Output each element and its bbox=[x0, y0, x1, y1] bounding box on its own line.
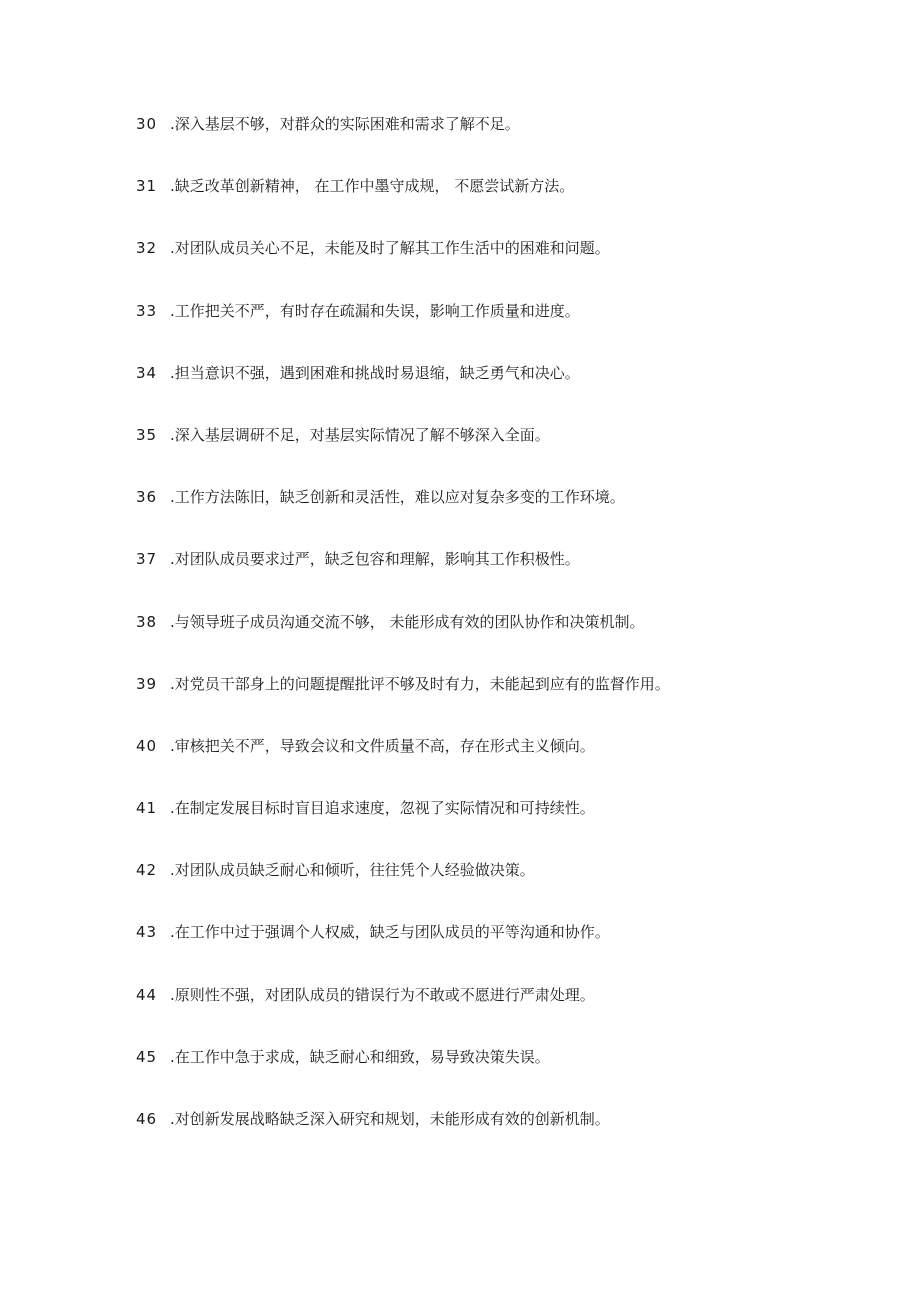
item-number: 39 bbox=[136, 674, 158, 693]
item-text: .深入基层调研不足，对基层实际情况了解不够深入全面。 bbox=[170, 425, 550, 444]
item-text: .对党员干部身上的问题提醒批评不够及时有力，未能起到应有的监督作用。 bbox=[170, 674, 670, 693]
item-text: .原则性不强，对团队成员的错误行为不敢或不愿进行严肃处理。 bbox=[170, 985, 595, 1004]
item-text: .在工作中急于求成，缺乏耐心和细致，易导致决策失误。 bbox=[170, 1047, 550, 1066]
item-text: .工作方法陈旧，缺乏创新和灵活性，难以应对复杂多变的工作环境。 bbox=[170, 488, 625, 507]
list-item bbox=[136, 921, 670, 983]
item-number: 37 bbox=[136, 550, 158, 569]
item-text: .对创新发展战略缺乏深入研究和规划，未能形成有效的创新机制。 bbox=[170, 1110, 610, 1128]
list-item bbox=[136, 113, 670, 175]
item-number: 36 bbox=[136, 488, 158, 507]
item-text: .在工作中过于强调个人权威，缺乏与团队成员的平等沟通和协作。 bbox=[170, 923, 610, 942]
item-number: 40 bbox=[136, 736, 158, 755]
item-number: 33 bbox=[136, 301, 158, 320]
item-number: 30 bbox=[136, 115, 158, 133]
list-item bbox=[136, 300, 670, 362]
item-text: .工作把关不严，有时存在疏漏和失误，影响工作质量和进度。 bbox=[170, 301, 580, 320]
numbered-list bbox=[136, 113, 670, 1170]
item-number: 45 bbox=[136, 1047, 158, 1066]
item-text: .担当意识不强，遇到困难和挑战时易退缩，缺乏勇气和决心。 bbox=[170, 363, 580, 382]
list-item bbox=[136, 611, 670, 673]
item-text: .在制定发展目标时盲目追求速度，忽视了实际情况和可持续性。 bbox=[170, 799, 595, 818]
list-item bbox=[136, 175, 670, 237]
list-item bbox=[136, 984, 670, 1046]
item-text: .深入基层不够，对群众的实际困难和需求了解不足。 bbox=[170, 115, 520, 133]
list-item bbox=[136, 1108, 670, 1170]
item-text: .审核把关不严，导致会议和文件质量不高，存在形式主义倾向。 bbox=[170, 736, 595, 755]
list-item bbox=[136, 797, 670, 859]
item-text: .缺乏改革创新精神， 在工作中墨守成规， 不愿尝试新方法。 bbox=[170, 177, 575, 196]
item-text: .对团队成员关心不足，未能及时了解其工作生活中的困难和问题。 bbox=[170, 239, 610, 258]
item-number: 44 bbox=[136, 985, 158, 1004]
item-number: 46 bbox=[136, 1110, 158, 1128]
item-text: .与领导班子成员沟通交流不够， 未能形成有效的团队协作和决策机制。 bbox=[170, 612, 645, 631]
item-number: 35 bbox=[136, 425, 158, 444]
list-item bbox=[136, 237, 670, 299]
list-item bbox=[136, 673, 670, 735]
list-item bbox=[136, 548, 670, 610]
item-number: 41 bbox=[136, 799, 158, 818]
item-number: 32 bbox=[136, 239, 158, 258]
list-item bbox=[136, 486, 670, 548]
list-item bbox=[136, 859, 670, 921]
list-item bbox=[136, 424, 670, 486]
item-number: 38 bbox=[136, 612, 158, 631]
list-item bbox=[136, 1046, 670, 1108]
item-text: .对团队成员要求过严，缺乏包容和理解，影响其工作积极性。 bbox=[170, 550, 580, 569]
item-number: 31 bbox=[136, 177, 158, 196]
item-number: 43 bbox=[136, 923, 158, 942]
item-number: 34 bbox=[136, 363, 158, 382]
item-text: .对团队成员缺乏耐心和倾听，往往凭个人经验做决策。 bbox=[170, 861, 535, 880]
list-item bbox=[136, 735, 670, 797]
item-number: 42 bbox=[136, 861, 158, 880]
list-item bbox=[136, 362, 670, 424]
